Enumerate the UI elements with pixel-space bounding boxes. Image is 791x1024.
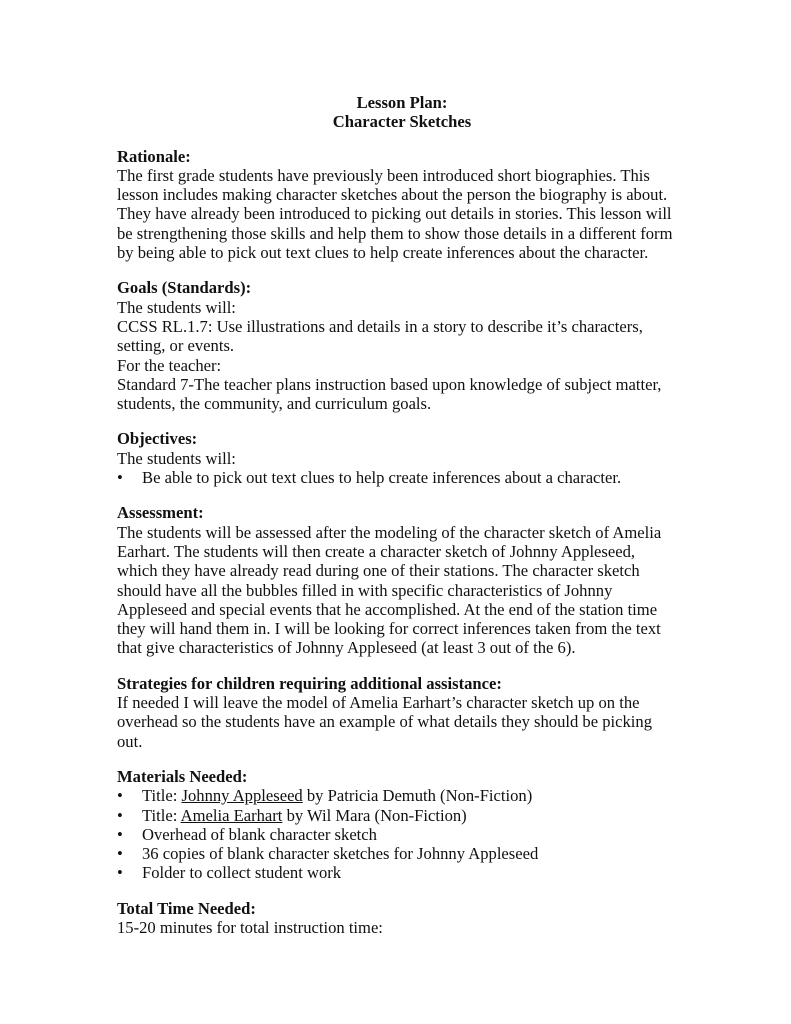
- text-line: out.: [117, 731, 143, 751]
- section-heading: Assessment:: [117, 503, 204, 523]
- list-item-text: Title:: [142, 786, 182, 806]
- bullet-icon: •: [117, 468, 123, 488]
- list-item-text: 36 copies of blank character sketches for Johnny Appleseed: [142, 844, 539, 864]
- list-item-text: Overhead of blank character sketch: [142, 824, 377, 844]
- materials-list: [117, 786, 687, 882]
- bullet-icon: •: [117, 844, 123, 864]
- text-line: setting, or events.: [117, 336, 235, 356]
- section-heading: Total Time Needed:: [117, 898, 256, 918]
- list-item-text: Title:: [142, 805, 181, 825]
- text-line: which they have already read during one of their stations. The character sketch: [117, 561, 640, 581]
- section-rationale: [117, 147, 687, 263]
- text-block: [117, 918, 687, 937]
- text-line: 15-20 minutes for total instruction time:: [117, 917, 383, 937]
- list-item: [117, 863, 687, 882]
- list-item: [117, 786, 687, 805]
- text-line: If needed I will leave the model of Amelia Earhart’s character sketch up on the: [117, 693, 640, 713]
- text-block: [117, 693, 687, 751]
- text-line: students, the community, and curriculum goals.: [117, 394, 432, 414]
- section-strategies: [117, 674, 687, 751]
- section-heading: Goals (Standards):: [117, 278, 252, 298]
- text-line: by being able to pick out text clues to help create inferences about the character.: [117, 243, 649, 263]
- section-heading: Objectives:: [117, 429, 198, 449]
- text-line: CCSS RL.1.7: Use illustrations and details in a story to describe it’s characters,: [117, 316, 643, 336]
- text-line: For the teacher:: [117, 355, 222, 375]
- title-line-2: Character Sketches: [332, 112, 472, 132]
- text-line: The students will:: [117, 297, 236, 317]
- text-line: lesson includes making character sketches about the person the biography is about.: [117, 185, 668, 205]
- text-line: overhead so the students have an example of what details they should be picking: [117, 712, 653, 732]
- objectives-list: [117, 468, 687, 487]
- section-materials: [117, 767, 687, 883]
- text-line: that give characteristics of Johnny Appleseed (at least 3 out of the 6).: [117, 638, 576, 658]
- book-title: Johnny Appleseed: [181, 786, 303, 806]
- section-total-time: [117, 899, 687, 938]
- text-line: Standard 7-The teacher plans instruction based upon knowledge of subject matter,: [117, 374, 662, 394]
- list-item: [117, 844, 687, 863]
- list-item-text: by Wil Mara (Non-Fiction): [282, 805, 467, 825]
- text-block: [117, 523, 687, 658]
- text-line: be strengthening those skills and help them to show those details in a different form: [117, 223, 673, 243]
- text-line: The students will:: [117, 448, 236, 468]
- section-heading: Materials Needed:: [117, 766, 248, 786]
- title-line-1: Lesson Plan:: [356, 93, 448, 112]
- book-title: Amelia Earhart: [180, 805, 283, 825]
- text-block: [117, 166, 687, 262]
- list-item-text: Folder to collect student work: [142, 863, 342, 883]
- section-objectives: [117, 429, 687, 487]
- bullet-icon: •: [117, 824, 123, 844]
- text-block: [117, 298, 687, 414]
- list-item: [117, 806, 687, 825]
- bullet-icon: •: [117, 786, 123, 806]
- bullet-icon: •: [117, 863, 123, 883]
- list-item-text: Be able to pick out text clues to help create inferences about a character.: [142, 468, 622, 488]
- section-assessment: [117, 503, 687, 657]
- bullet-icon: •: [117, 805, 123, 825]
- text-line: Appleseed and special events that he accomplished. At the end of the station time: [117, 599, 658, 619]
- section-goals: [117, 278, 687, 413]
- text-line: they will hand them in. I will be looking for correct inferences taken from the text: [117, 619, 661, 639]
- text-line: should have all the bubbles filled in with specific characteristics of Johnny: [117, 580, 613, 600]
- list-item-text: by Patricia Demuth (Non-Fiction): [302, 786, 533, 806]
- text-line: Earhart. The students will then create a character sketch of Johnny Appleseed,: [117, 541, 636, 561]
- text-line: They have already been introduced to picking out details in stories. This lesson will: [117, 204, 672, 224]
- list-item: [117, 825, 687, 844]
- list-item: [117, 468, 687, 487]
- text-line: The students will be assessed after the modeling of the character sketch of Amelia: [117, 522, 662, 542]
- section-heading: Strategies for children requiring additional assistance:: [117, 673, 502, 693]
- text-line: The first grade students have previously been introduced short biographies. This: [117, 165, 650, 185]
- document-page: [117, 93, 687, 937]
- section-heading: Rationale:: [117, 146, 191, 166]
